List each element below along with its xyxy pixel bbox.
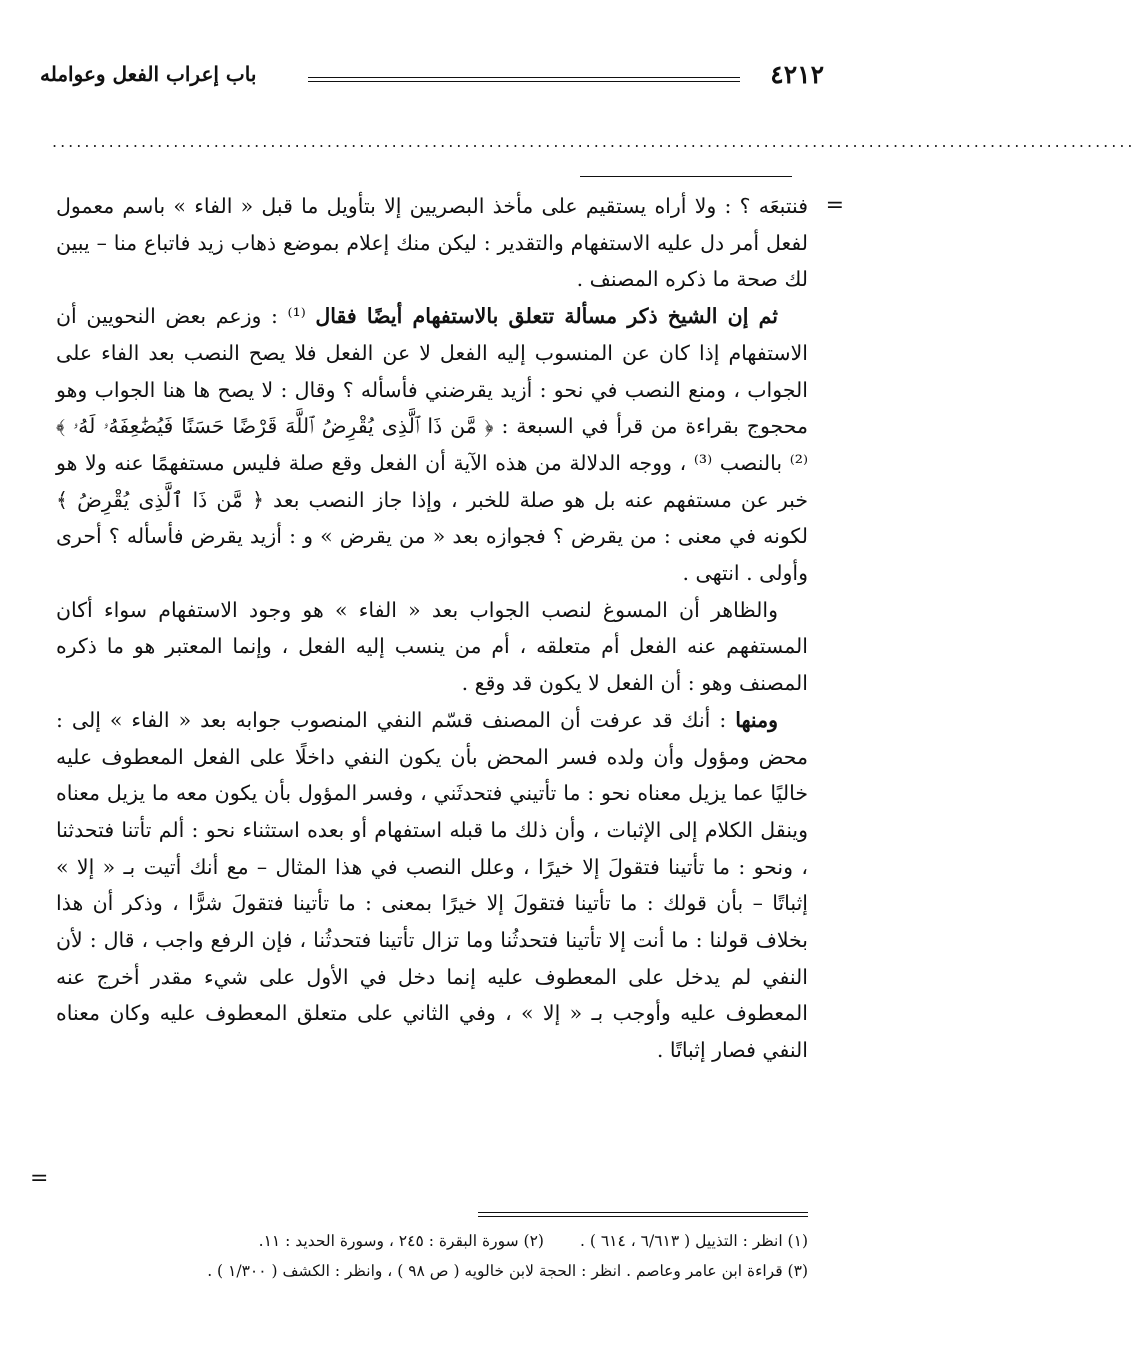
paragraph-text: فنتبعَه ؟ : ولا أراه يستقيم على مأخذ البصريين إلا بتأويل ما قبل « الفاء » باسم معمول لفعل أمر دل عليه الاستفهام والتقدير : ليكن منك إعلام بموضع ذهاب زيد فاتباع منا – يبين لك صحة ما ذكره المصنف .	[56, 194, 808, 292]
footnote-rule	[478, 1212, 808, 1217]
continuation-rule	[580, 176, 792, 177]
paragraph-text: ⁽¹⁾ : وزعم بعض النحويين أن الاستفهام إذا كان عن المنسوب إليه الفعل لا عن الفعل فلا يصح النصب بعد الفاء على الجواب ، ومنع النصب في نحو : أزيد يقرضني فأسأله ؟ وقال : لا يصح ها هنا الجواب وهو محجوج بقراءة من قرأ في السبعة : ﴿ مَّن ذَا ٱلَّذِى يُقْرِضُ ٱللَّهَ قَرْضًا حَسَنًا فَيُضَٰعِفَهُۥ لَهُۥ ﴾ ⁽²⁾ بالنصب ⁽³⁾ ، ووجه الدلالة من هذه الآية أن الفعل وقع صلة فليس مستفهمًا عنه ولا هو خبر عن مستفهم عنه بل هو صلة للخبر ، وإذا جاز النصب بعد ﴿ مَّن ذَا ٱلَّذِى يُقْرِضُ ﴾ لكونه في معنى : من يقرض ؟ فجوازه بعد « من يقرض » و : أزيد يقرض فأسأله ؟ أحرى وأولى . انتهى .	[56, 304, 808, 586]
paragraph-1	[56, 188, 808, 298]
continuation-mark-end: =	[30, 1166, 49, 1191]
paragraph-lead: ثم إن الشيخ ذكر مسألة تتعلق بالاستفهام أيضًا فقال	[315, 304, 778, 329]
paragraph-text: والظاهر أن المسوغ لنصب الجواب بعد « الفاء » هو وجود الاستفهام سواء أكان المستفهم عنه الفعل أم متعلقه ، أم من ينسب إليه الفعل ، وإنما المعتبر هو ما ذكره المصنف وهو : أن الفعل لا يكون قد وقع .	[56, 597, 808, 696]
footnote-row	[44, 1226, 808, 1256]
dotted-separator: ......................................................................................................................................	[52, 132, 1136, 151]
paragraph-3	[56, 592, 808, 702]
page-header	[40, 60, 824, 96]
footnote-1: (١) انظر : التذييل ( ٦/٦١٣ ، ٦١٤ ) .	[579, 1232, 808, 1250]
page-number: ٤٢١٢	[770, 60, 824, 89]
running-title: باب إعراب الفعل وعوامله	[40, 62, 257, 86]
paragraph-4	[56, 702, 808, 1069]
footnotes	[44, 1226, 808, 1286]
footnote-3: (٣) قراءة ابن عامر وعاصم . انظر : الحجة لابن خالويه ( ص ٩٨ ) ، وانظر : الكشف ( ١/٣٠٠ ) .	[207, 1262, 808, 1280]
paragraph-lead: ومنها	[735, 707, 778, 732]
paragraph-2	[56, 298, 808, 592]
footnote-row	[44, 1256, 808, 1286]
footnote-2: (٢) سورة البقرة : ٢٤٥ ، وسورة الحديد : ١١.	[258, 1232, 544, 1250]
main-text	[56, 188, 808, 1069]
continuation-mark-start: =	[825, 193, 844, 218]
header-double-rule	[308, 77, 740, 82]
paragraph-text: : أنك قد عرفت أن المصنف قسّم النفي المنصوب جوابه بعد « الفاء » إلى : محض ومؤول وأن ولده فسر المحض بأن يكون النفي داخلًا على الفعل المعطوف عليه خاليًا عما يزيل معناه نحو : ما تأتيني فتحدثَني ، وفسر المؤول بأن يكون معه ما يزيل معناه وينقل الكلام إلى الإثبات ، وأن ذلك ما قبله استفهام أو بعده استثناء نحو : ألم تأتنا فتحدثنا ، ونحو : ما تأتينا فتقولَ إلا خيرًا ، وعلل النصب في هذا المثال – مع أنك أتيت بـ « إلا » إثباتًا – بأن قولك : ما تأتينا فتقولَ إلا خيرًا بمعنى : ما تأتينا فتقولَ شرًّا ، وذكر أن هذا بخلاف قولنا : ما أنت إلا تأتينا فتحدثُنا وما تزال تأتينا فتحدثُنا ، فإن الرفع واجب ، قال : لأن النفي لم يدخل على المعطوف عليه إنما دخل في الأول على شيء مقدر أخرج عنه المعطوف عليه وأوجب بـ « إلا » ، وفي الثاني على متعلق المعطوف عليه وكان معناه النفي فصار إثباتًا .	[56, 707, 808, 1063]
